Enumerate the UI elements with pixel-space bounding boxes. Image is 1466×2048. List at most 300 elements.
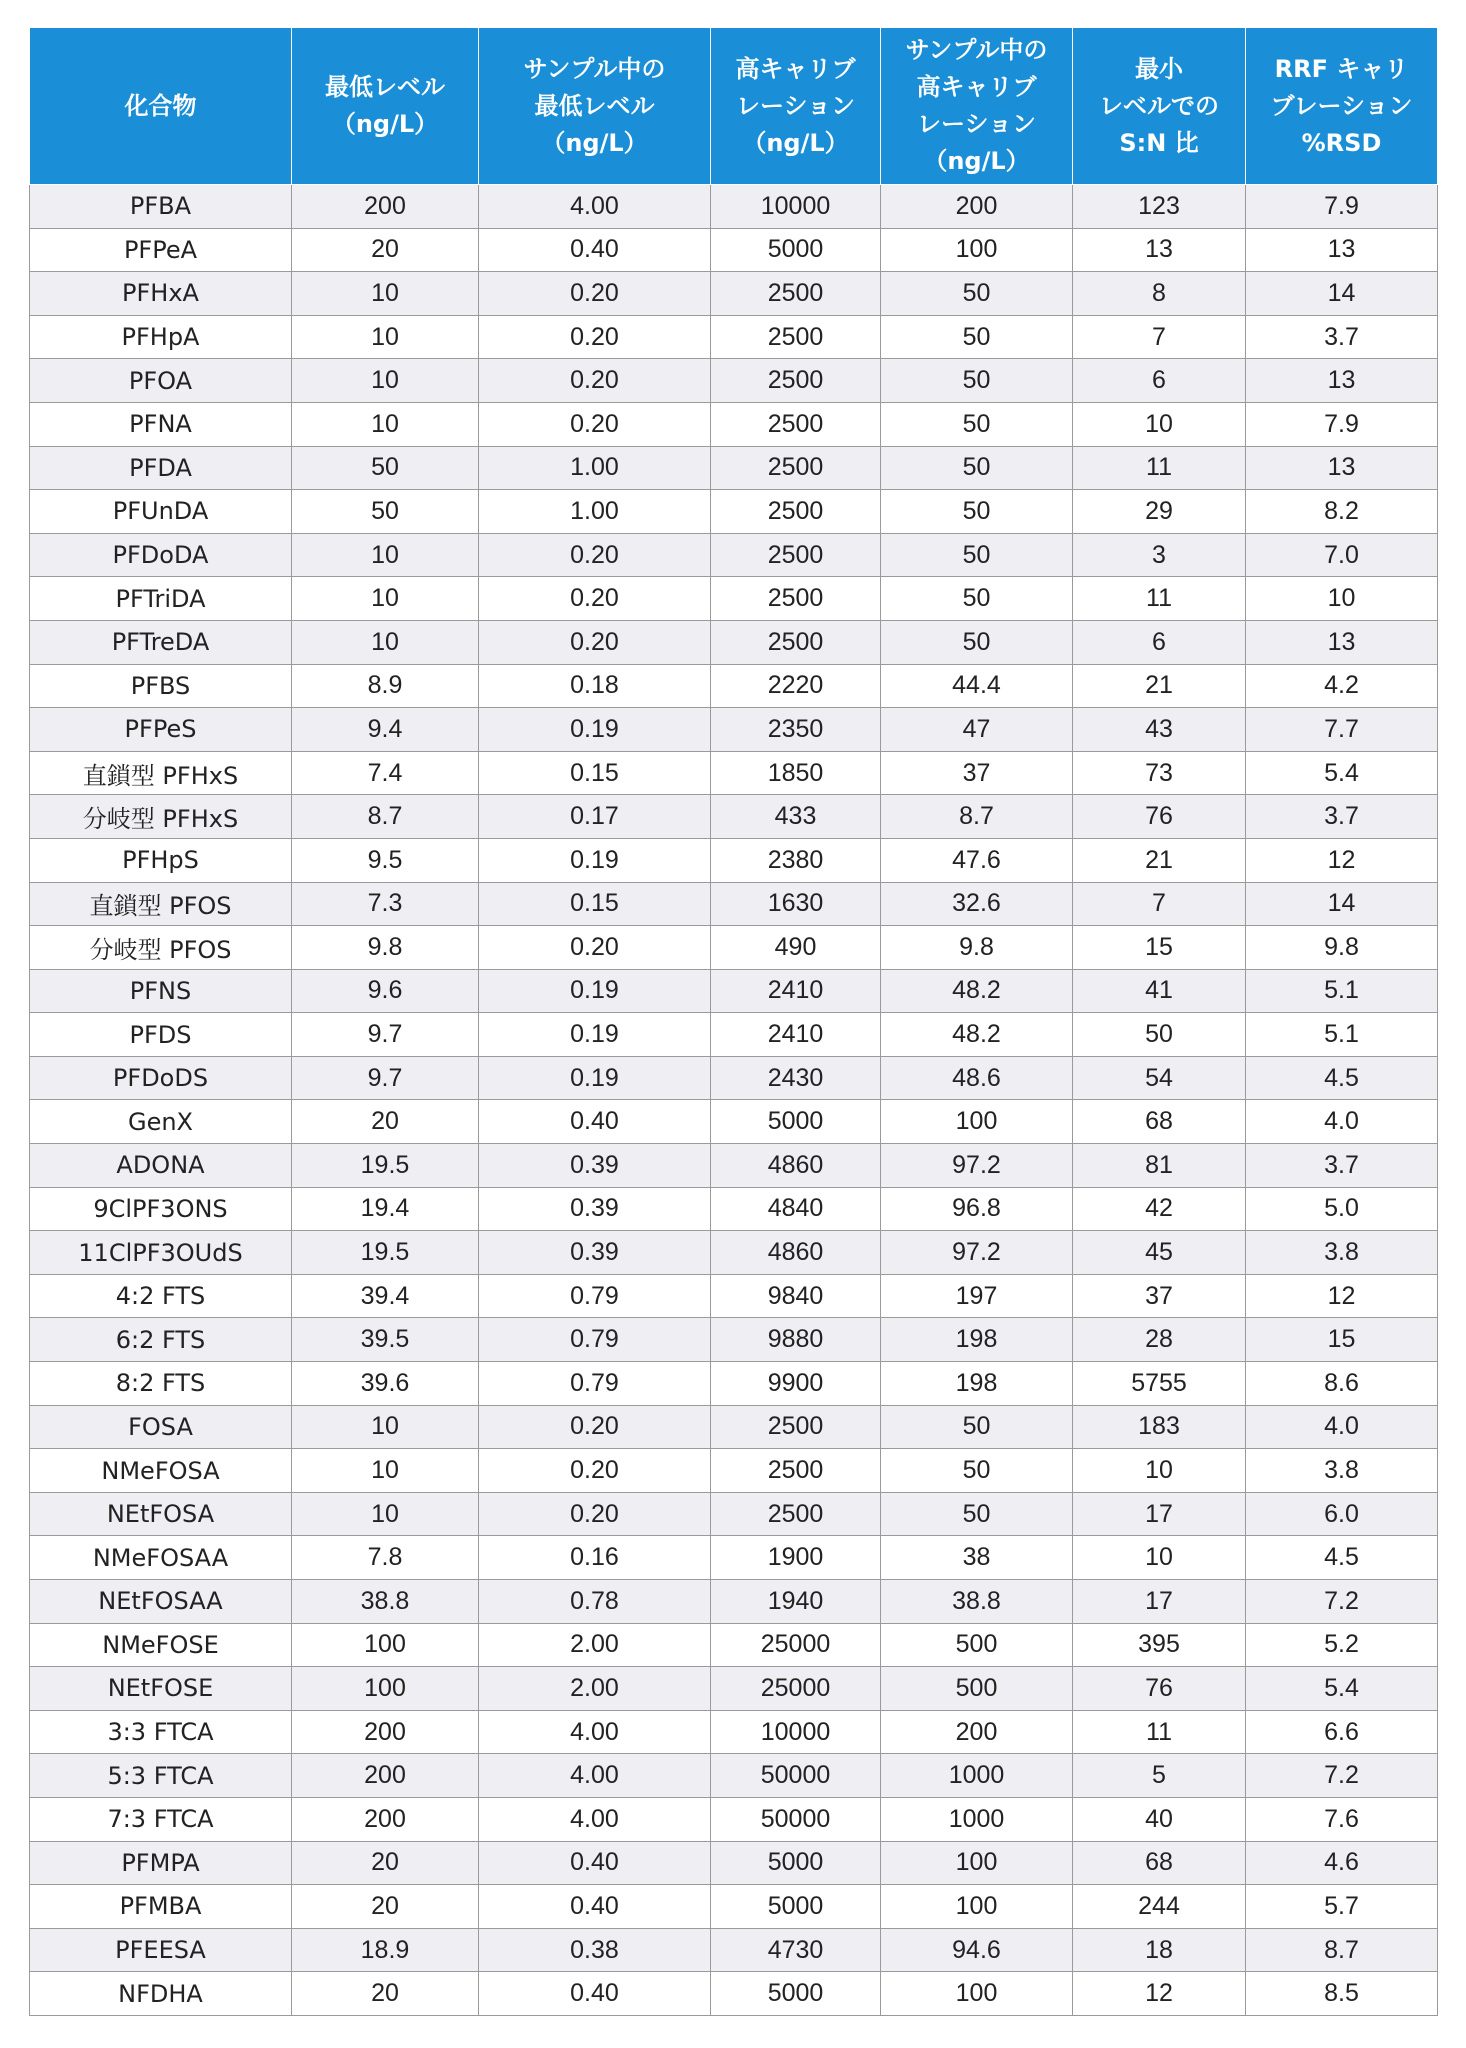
high-calibration-cell: 1940 <box>711 1580 881 1624</box>
header-line: S:N 比 <box>1119 128 1199 157</box>
sn-ratio-cell: 73 <box>1073 751 1246 795</box>
lowest-level-in-sample-cell: 4.00 <box>479 185 711 229</box>
sn-ratio-cell: 76 <box>1073 1667 1246 1711</box>
compound-cell: 3:3 FTCA <box>30 1710 292 1754</box>
lowest-level-cell: 8.9 <box>292 664 479 708</box>
lowest-level-in-sample-cell: 0.19 <box>479 708 711 752</box>
header-line: 最低レベル <box>325 73 445 101</box>
high-calibration-cell: 9900 <box>711 1362 881 1406</box>
high-calibration-cell: 4730 <box>711 1928 881 1972</box>
header-line: サンプル中の <box>523 54 666 83</box>
rrf-rsd-cell: 5.1 <box>1246 969 1438 1013</box>
sn-ratio-cell: 21 <box>1073 664 1246 708</box>
compound-cell: PFDS <box>30 1013 292 1057</box>
high-calibration-cell: 2500 <box>711 1492 881 1536</box>
high-calibration-cell: 2500 <box>711 446 881 490</box>
sn-ratio-cell: 50 <box>1073 1013 1246 1057</box>
table-row <box>30 1144 1438 1188</box>
table-row <box>30 838 1438 882</box>
rrf-rsd-cell: 4.6 <box>1246 1841 1438 1885</box>
high-calibration-cell: 2500 <box>711 577 881 621</box>
table-row <box>30 359 1438 403</box>
rrf-rsd-cell: 7.6 <box>1246 1797 1438 1841</box>
rrf-rsd-cell: 3.7 <box>1246 315 1438 359</box>
table-row <box>30 1885 1438 1929</box>
sn-ratio-cell: 8 <box>1073 272 1246 316</box>
header-line: 高キャリブ <box>916 73 1037 101</box>
high-calibration-cell: 2410 <box>711 1013 881 1057</box>
high-calibration-in-sample-cell: 200 <box>881 1710 1073 1754</box>
high-calibration-in-sample-cell: 50 <box>881 315 1073 359</box>
lowest-level-in-sample-cell: 0.20 <box>479 620 711 664</box>
rrf-rsd-cell: 5.2 <box>1246 1623 1438 1667</box>
header-lowest-level-in-sample <box>479 28 711 185</box>
lowest-level-cell: 100 <box>292 1623 479 1667</box>
sn-ratio-cell: 81 <box>1073 1144 1246 1188</box>
sn-ratio-cell: 15 <box>1073 926 1246 970</box>
lowest-level-cell: 19.5 <box>292 1231 479 1275</box>
table-row <box>30 446 1438 490</box>
compound-cell: 9ClPF3ONS <box>30 1187 292 1231</box>
rrf-rsd-cell: 4.5 <box>1246 1056 1438 1100</box>
compound-cell: 分岐型 PFHxS <box>30 795 292 839</box>
sn-ratio-cell: 43 <box>1073 708 1246 752</box>
header-high-calibration <box>711 28 881 185</box>
sn-ratio-cell: 11 <box>1073 446 1246 490</box>
high-calibration-in-sample-cell: 47.6 <box>881 838 1073 882</box>
high-calibration-in-sample-cell: 50 <box>881 533 1073 577</box>
lowest-level-in-sample-cell: 0.79 <box>479 1362 711 1406</box>
table-row <box>30 1231 1438 1275</box>
lowest-level-in-sample-cell: 0.16 <box>479 1536 711 1580</box>
high-calibration-in-sample-cell: 100 <box>881 1885 1073 1929</box>
table-row <box>30 926 1438 970</box>
lowest-level-cell: 10 <box>292 620 479 664</box>
sn-ratio-cell: 10 <box>1073 402 1246 446</box>
high-calibration-cell: 5000 <box>711 1885 881 1929</box>
compound-cell: PFMBA <box>30 1885 292 1929</box>
lowest-level-cell: 8.7 <box>292 795 479 839</box>
rrf-rsd-cell: 3.7 <box>1246 795 1438 839</box>
high-calibration-in-sample-cell: 38.8 <box>881 1580 1073 1624</box>
high-calibration-cell: 25000 <box>711 1623 881 1667</box>
lowest-level-cell: 20 <box>292 228 479 272</box>
table-row <box>30 185 1438 229</box>
table-row <box>30 402 1438 446</box>
header-line: レベルでの <box>1099 91 1219 120</box>
sn-ratio-cell: 7 <box>1073 882 1246 926</box>
sn-ratio-cell: 12 <box>1073 1972 1246 2016</box>
sn-ratio-cell: 7 <box>1073 315 1246 359</box>
sn-ratio-cell: 6 <box>1073 359 1246 403</box>
rrf-rsd-cell: 8.2 <box>1246 490 1438 534</box>
rrf-rsd-cell: 4.0 <box>1246 1100 1438 1144</box>
header-line: 最小 <box>1135 54 1183 83</box>
high-calibration-cell: 10000 <box>711 185 881 229</box>
high-calibration-in-sample-cell: 50 <box>881 490 1073 534</box>
rrf-rsd-cell: 4.5 <box>1246 1536 1438 1580</box>
lowest-level-in-sample-cell: 0.39 <box>479 1231 711 1275</box>
lowest-level-cell: 7.4 <box>292 751 479 795</box>
lowest-level-cell: 9.7 <box>292 1013 479 1057</box>
compound-cell: PFUnDA <box>30 490 292 534</box>
rrf-rsd-cell: 7.2 <box>1246 1580 1438 1624</box>
lowest-level-in-sample-cell: 2.00 <box>479 1667 711 1711</box>
table-row <box>30 1449 1438 1493</box>
compound-cell: PFBA <box>30 185 292 229</box>
table-row <box>30 969 1438 1013</box>
rrf-rsd-cell: 14 <box>1246 272 1438 316</box>
high-calibration-cell: 2500 <box>711 272 881 316</box>
header-line: レーション <box>735 91 856 120</box>
lowest-level-cell: 10 <box>292 359 479 403</box>
high-calibration-in-sample-cell: 38 <box>881 1536 1073 1580</box>
high-calibration-in-sample-cell: 50 <box>881 1405 1073 1449</box>
high-calibration-cell: 5000 <box>711 1100 881 1144</box>
compound-cell: ADONA <box>30 1144 292 1188</box>
sn-ratio-cell: 17 <box>1073 1580 1246 1624</box>
high-calibration-cell: 50000 <box>711 1754 881 1798</box>
table-body <box>30 185 1438 2016</box>
high-calibration-cell: 2220 <box>711 664 881 708</box>
header-row <box>30 28 1438 185</box>
sn-ratio-cell: 37 <box>1073 1274 1246 1318</box>
sn-ratio-cell: 45 <box>1073 1231 1246 1275</box>
rrf-rsd-cell: 6.6 <box>1246 1710 1438 1754</box>
header-high-calibration-in-sample <box>881 28 1073 185</box>
high-calibration-cell: 25000 <box>711 1667 881 1711</box>
lowest-level-cell: 7.8 <box>292 1536 479 1580</box>
compound-cell: PFDoDS <box>30 1056 292 1100</box>
sn-ratio-cell: 28 <box>1073 1318 1246 1362</box>
high-calibration-cell: 9880 <box>711 1318 881 1362</box>
table-row <box>30 1972 1438 2016</box>
lowest-level-in-sample-cell: 0.19 <box>479 969 711 1013</box>
lowest-level-in-sample-cell: 0.38 <box>479 1928 711 1972</box>
header-line: （ng/L） <box>923 147 1030 175</box>
lowest-level-in-sample-cell: 0.40 <box>479 1100 711 1144</box>
table-row <box>30 1841 1438 1885</box>
high-calibration-in-sample-cell: 50 <box>881 1492 1073 1536</box>
rrf-rsd-cell: 6.0 <box>1246 1492 1438 1536</box>
lowest-level-cell: 10 <box>292 402 479 446</box>
high-calibration-cell: 490 <box>711 926 881 970</box>
sn-ratio-cell: 40 <box>1073 1797 1246 1841</box>
lowest-level-cell: 200 <box>292 1797 479 1841</box>
sn-ratio-cell: 10 <box>1073 1536 1246 1580</box>
compound-cell: 7:3 FTCA <box>30 1797 292 1841</box>
rrf-rsd-cell: 7.7 <box>1246 708 1438 752</box>
compound-cell: PFHxA <box>30 272 292 316</box>
lowest-level-cell: 20 <box>292 1972 479 2016</box>
rrf-rsd-cell: 3.7 <box>1246 1144 1438 1188</box>
table-row <box>30 1274 1438 1318</box>
table-row <box>30 1318 1438 1362</box>
lowest-level-cell: 10 <box>292 1405 479 1449</box>
high-calibration-cell: 1630 <box>711 882 881 926</box>
lowest-level-cell: 9.4 <box>292 708 479 752</box>
lowest-level-cell: 9.5 <box>292 838 479 882</box>
compound-cell: NFDHA <box>30 1972 292 2016</box>
rrf-rsd-cell: 12 <box>1246 838 1438 882</box>
rrf-rsd-cell: 5.7 <box>1246 1885 1438 1929</box>
rrf-rsd-cell: 10 <box>1246 577 1438 621</box>
compound-cell: FOSA <box>30 1405 292 1449</box>
sn-ratio-cell: 68 <box>1073 1841 1246 1885</box>
header-line: %RSD <box>1301 128 1382 157</box>
table-row <box>30 1928 1438 1972</box>
lowest-level-in-sample-cell: 1.00 <box>479 490 711 534</box>
lowest-level-cell: 9.8 <box>292 926 479 970</box>
compound-cell: PFDoDA <box>30 533 292 577</box>
header-compound <box>30 28 292 185</box>
high-calibration-cell: 2500 <box>711 1449 881 1493</box>
high-calibration-cell: 4840 <box>711 1187 881 1231</box>
header-line: RRF キャリ <box>1274 54 1409 83</box>
lowest-level-cell: 10 <box>292 272 479 316</box>
rrf-rsd-cell: 5.0 <box>1246 1187 1438 1231</box>
high-calibration-in-sample-cell: 50 <box>881 359 1073 403</box>
high-calibration-cell: 5000 <box>711 228 881 272</box>
lowest-level-cell: 10 <box>292 577 479 621</box>
compound-cell: PFBS <box>30 664 292 708</box>
high-calibration-cell: 2500 <box>711 490 881 534</box>
lowest-level-cell: 20 <box>292 1841 479 1885</box>
lowest-level-in-sample-cell: 0.20 <box>479 1405 711 1449</box>
sn-ratio-cell: 21 <box>1073 838 1246 882</box>
table-row <box>30 1100 1438 1144</box>
calibration-table <box>29 27 1438 2016</box>
table-header <box>30 28 1438 185</box>
high-calibration-in-sample-cell: 48.2 <box>881 1013 1073 1057</box>
table-row <box>30 1623 1438 1667</box>
sn-ratio-cell: 5755 <box>1073 1362 1246 1406</box>
lowest-level-in-sample-cell: 0.19 <box>479 838 711 882</box>
sn-ratio-cell: 3 <box>1073 533 1246 577</box>
sn-ratio-cell: 54 <box>1073 1056 1246 1100</box>
rrf-rsd-cell: 8.6 <box>1246 1362 1438 1406</box>
rrf-rsd-cell: 9.8 <box>1246 926 1438 970</box>
lowest-level-cell: 200 <box>292 1710 479 1754</box>
lowest-level-in-sample-cell: 0.20 <box>479 315 711 359</box>
lowest-level-in-sample-cell: 0.17 <box>479 795 711 839</box>
header-line: サンプル中の <box>905 36 1048 64</box>
header-line: （ng/L） <box>541 128 648 157</box>
sn-ratio-cell: 41 <box>1073 969 1246 1013</box>
rrf-rsd-cell: 13 <box>1246 359 1438 403</box>
header-lowest-level <box>292 28 479 185</box>
header-rrf-rsd <box>1246 28 1438 185</box>
high-calibration-in-sample-cell: 100 <box>881 228 1073 272</box>
compound-cell: PFEESA <box>30 1928 292 1972</box>
table-row <box>30 1580 1438 1624</box>
lowest-level-cell: 9.7 <box>292 1056 479 1100</box>
table-row <box>30 490 1438 534</box>
compound-cell: 8:2 FTS <box>30 1362 292 1406</box>
lowest-level-cell: 39.6 <box>292 1362 479 1406</box>
rrf-rsd-cell: 4.2 <box>1246 664 1438 708</box>
header-line: 最低レベル <box>534 91 655 120</box>
table-row <box>30 1536 1438 1580</box>
lowest-level-in-sample-cell: 0.20 <box>479 1449 711 1493</box>
high-calibration-cell: 2500 <box>711 1405 881 1449</box>
high-calibration-in-sample-cell: 500 <box>881 1623 1073 1667</box>
table-row <box>30 1710 1438 1754</box>
high-calibration-in-sample-cell: 197 <box>881 1274 1073 1318</box>
header-line: ブレーション <box>1270 91 1413 120</box>
compound-cell: PFHpS <box>30 838 292 882</box>
rrf-rsd-cell: 7.0 <box>1246 533 1438 577</box>
sn-ratio-cell: 17 <box>1073 1492 1246 1536</box>
table-row <box>30 751 1438 795</box>
table-row <box>30 708 1438 752</box>
lowest-level-cell: 200 <box>292 1754 479 1798</box>
high-calibration-in-sample-cell: 94.6 <box>881 1928 1073 1972</box>
lowest-level-in-sample-cell: 0.20 <box>479 359 711 403</box>
lowest-level-in-sample-cell: 0.79 <box>479 1318 711 1362</box>
calibration-table-container <box>29 27 1437 2016</box>
lowest-level-cell: 50 <box>292 490 479 534</box>
table-row <box>30 1362 1438 1406</box>
rrf-rsd-cell: 15 <box>1246 1318 1438 1362</box>
table-row <box>30 1492 1438 1536</box>
high-calibration-cell: 5000 <box>711 1841 881 1885</box>
compound-cell: NEtFOSAA <box>30 1580 292 1624</box>
rrf-rsd-cell: 13 <box>1246 620 1438 664</box>
lowest-level-cell: 7.3 <box>292 882 479 926</box>
rrf-rsd-cell: 13 <box>1246 228 1438 272</box>
sn-ratio-cell: 11 <box>1073 577 1246 621</box>
high-calibration-cell: 2500 <box>711 359 881 403</box>
high-calibration-cell: 2500 <box>711 315 881 359</box>
high-calibration-in-sample-cell: 100 <box>881 1972 1073 2016</box>
high-calibration-in-sample-cell: 96.8 <box>881 1187 1073 1231</box>
compound-cell: 4:2 FTS <box>30 1274 292 1318</box>
high-calibration-in-sample-cell: 37 <box>881 751 1073 795</box>
rrf-rsd-cell: 7.2 <box>1246 1754 1438 1798</box>
high-calibration-cell: 1850 <box>711 751 881 795</box>
header-line: 高キャリブ <box>735 54 856 83</box>
compound-cell: NMeFOSAA <box>30 1536 292 1580</box>
lowest-level-in-sample-cell: 4.00 <box>479 1797 711 1841</box>
lowest-level-in-sample-cell: 0.39 <box>479 1144 711 1188</box>
lowest-level-in-sample-cell: 0.39 <box>479 1187 711 1231</box>
compound-cell: PFTriDA <box>30 577 292 621</box>
high-calibration-in-sample-cell: 50 <box>881 402 1073 446</box>
lowest-level-in-sample-cell: 0.40 <box>479 228 711 272</box>
lowest-level-in-sample-cell: 0.20 <box>479 577 711 621</box>
high-calibration-in-sample-cell: 47 <box>881 708 1073 752</box>
lowest-level-in-sample-cell: 0.20 <box>479 272 711 316</box>
compound-cell: 6:2 FTS <box>30 1318 292 1362</box>
table-row <box>30 1056 1438 1100</box>
rrf-rsd-cell: 14 <box>1246 882 1438 926</box>
table-row <box>30 1187 1438 1231</box>
lowest-level-cell: 20 <box>292 1100 479 1144</box>
high-calibration-in-sample-cell: 50 <box>881 272 1073 316</box>
rrf-rsd-cell: 5.4 <box>1246 751 1438 795</box>
lowest-level-in-sample-cell: 0.20 <box>479 533 711 577</box>
lowest-level-in-sample-cell: 0.15 <box>479 751 711 795</box>
sn-ratio-cell: 42 <box>1073 1187 1246 1231</box>
header-line: （ng/L） <box>331 110 439 138</box>
lowest-level-cell: 20 <box>292 1885 479 1929</box>
compound-cell: PFPeA <box>30 228 292 272</box>
rrf-rsd-cell: 4.0 <box>1246 1405 1438 1449</box>
compound-cell: PFHpA <box>30 315 292 359</box>
high-calibration-in-sample-cell: 44.4 <box>881 664 1073 708</box>
high-calibration-in-sample-cell: 100 <box>881 1841 1073 1885</box>
compound-cell: 5:3 FTCA <box>30 1754 292 1798</box>
rrf-rsd-cell: 7.9 <box>1246 185 1438 229</box>
sn-ratio-cell: 123 <box>1073 185 1246 229</box>
table-row <box>30 795 1438 839</box>
rrf-rsd-cell: 3.8 <box>1246 1231 1438 1275</box>
lowest-level-cell: 19.5 <box>292 1144 479 1188</box>
sn-ratio-cell: 68 <box>1073 1100 1246 1144</box>
table-row <box>30 577 1438 621</box>
sn-ratio-cell: 6 <box>1073 620 1246 664</box>
sn-ratio-cell: 13 <box>1073 228 1246 272</box>
compound-cell: PFTreDA <box>30 620 292 664</box>
lowest-level-cell: 10 <box>292 1449 479 1493</box>
high-calibration-in-sample-cell: 97.2 <box>881 1231 1073 1275</box>
table-row <box>30 664 1438 708</box>
compound-cell: PFDA <box>30 446 292 490</box>
high-calibration-cell: 5000 <box>711 1972 881 2016</box>
high-calibration-cell: 1900 <box>711 1536 881 1580</box>
sn-ratio-cell: 5 <box>1073 1754 1246 1798</box>
sn-ratio-cell: 244 <box>1073 1885 1246 1929</box>
compound-cell: PFOA <box>30 359 292 403</box>
lowest-level-cell: 39.5 <box>292 1318 479 1362</box>
rrf-rsd-cell: 7.9 <box>1246 402 1438 446</box>
table-row <box>30 1405 1438 1449</box>
lowest-level-in-sample-cell: 0.79 <box>479 1274 711 1318</box>
header-sn-ratio <box>1073 28 1246 185</box>
lowest-level-in-sample-cell: 4.00 <box>479 1710 711 1754</box>
high-calibration-cell: 2410 <box>711 969 881 1013</box>
high-calibration-cell: 2500 <box>711 620 881 664</box>
high-calibration-in-sample-cell: 8.7 <box>881 795 1073 839</box>
lowest-level-in-sample-cell: 0.40 <box>479 1885 711 1929</box>
lowest-level-in-sample-cell: 0.20 <box>479 402 711 446</box>
lowest-level-in-sample-cell: 0.20 <box>479 926 711 970</box>
lowest-level-in-sample-cell: 0.19 <box>479 1013 711 1057</box>
lowest-level-cell: 200 <box>292 185 479 229</box>
high-calibration-in-sample-cell: 50 <box>881 577 1073 621</box>
high-calibration-cell: 9840 <box>711 1274 881 1318</box>
rrf-rsd-cell: 5.1 <box>1246 1013 1438 1057</box>
table-row <box>30 228 1438 272</box>
lowest-level-in-sample-cell: 0.20 <box>479 1492 711 1536</box>
lowest-level-cell: 19.4 <box>292 1187 479 1231</box>
table-row <box>30 533 1438 577</box>
compound-cell: PFNS <box>30 969 292 1013</box>
high-calibration-cell: 2500 <box>711 402 881 446</box>
lowest-level-cell: 10 <box>292 1492 479 1536</box>
compound-cell: NEtFOSA <box>30 1492 292 1536</box>
lowest-level-cell: 38.8 <box>292 1580 479 1624</box>
high-calibration-in-sample-cell: 50 <box>881 446 1073 490</box>
high-calibration-cell: 2380 <box>711 838 881 882</box>
rrf-rsd-cell: 3.8 <box>1246 1449 1438 1493</box>
lowest-level-in-sample-cell: 0.40 <box>479 1972 711 2016</box>
high-calibration-in-sample-cell: 198 <box>881 1362 1073 1406</box>
compound-cell: GenX <box>30 1100 292 1144</box>
lowest-level-cell: 9.6 <box>292 969 479 1013</box>
lowest-level-cell: 18.9 <box>292 1928 479 1972</box>
